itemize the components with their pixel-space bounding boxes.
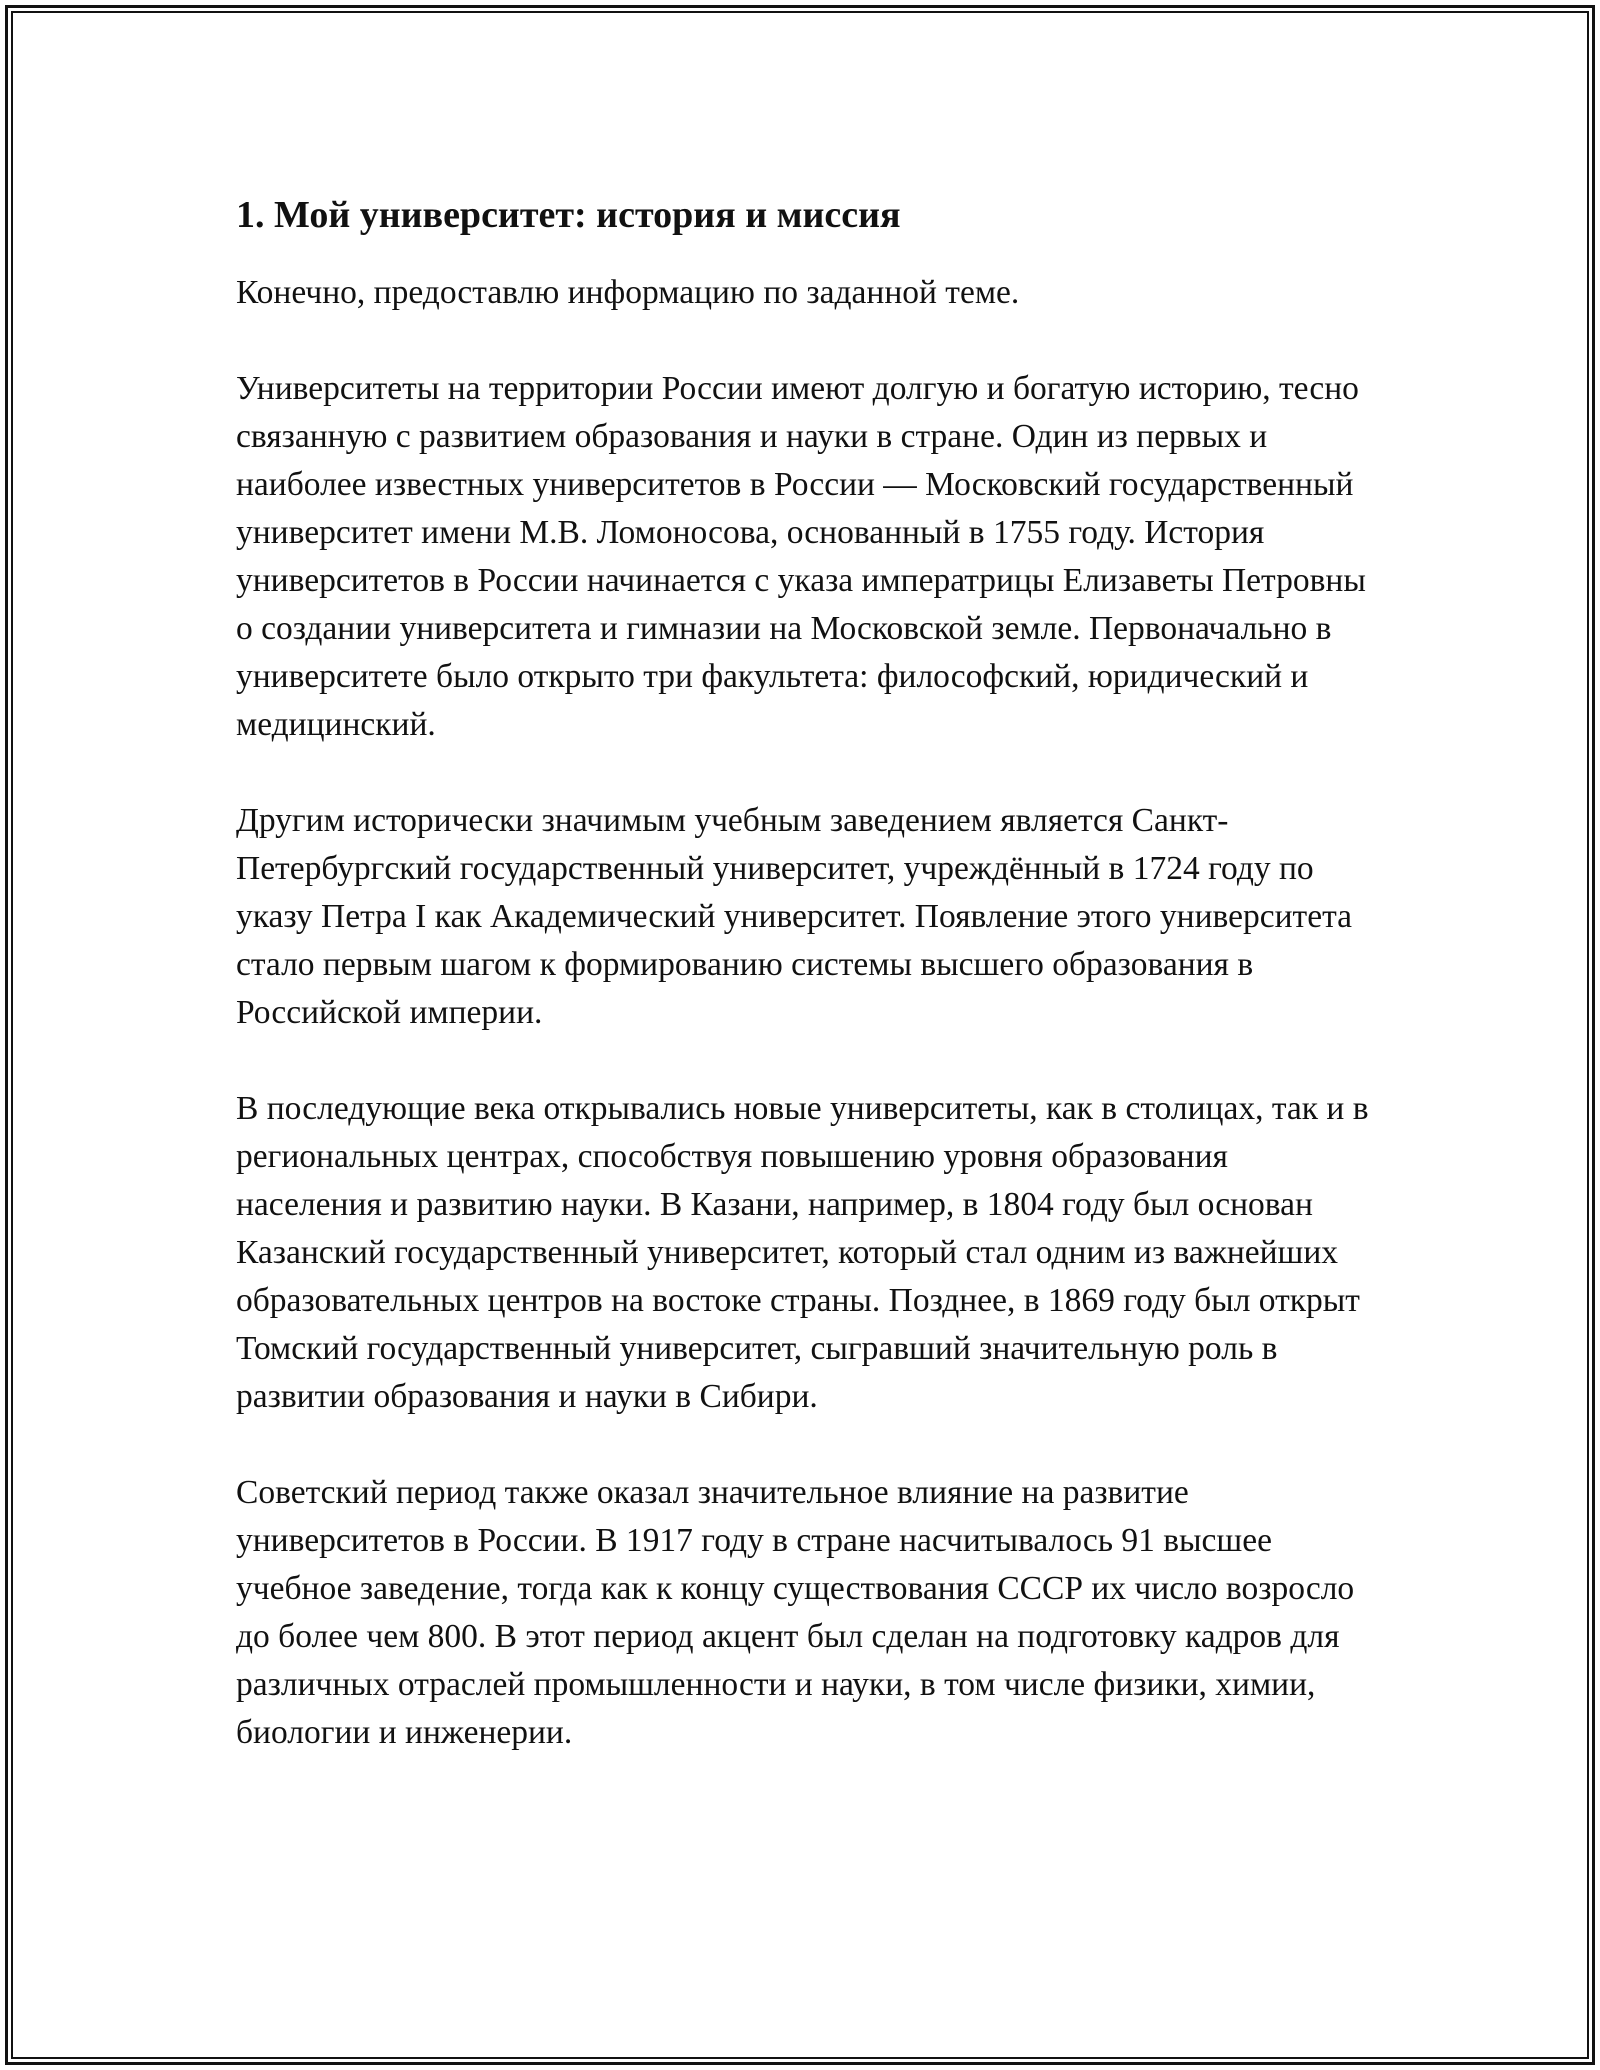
document-body: [236, 183, 1376, 1805]
paragraph-regional-universities: В последующие века открывались новые университеты, как в столицах, так и в региональных центрах, способствуя повышению уровня образования населения и развитию науки. В Казани, например, в 1804 году был основан Казанский государственный университет, который стал одним из важнейших образовательных центров на востоке страны. Позднее, в 1869 году был открыт Томский государственный университет, сыгравший значительную роль в развитии образования и науки в Сибири.: [236, 1090, 1369, 1415]
document-heading: 1. Мой университет: история и миссия: [236, 194, 901, 236]
paragraph-intro: Конечно, предоставлю информацию по заданной теме.: [236, 274, 1020, 311]
paragraph-soviet-period: Советский период также оказал значительное влияние на развитие университетов в России. В 1917 году в стране насчитывалось 91 высшее учебное заведение, тогда как к концу существования СССР их число возросло до более чем 800. В этот период акцент был сделан на подготовку кадров для различных отраслей промышленности и науки, в том числе физики, химии, биологии и инженерии.: [236, 1474, 1355, 1751]
paragraph-moscow-university: Университеты на территории России имеют долгую и богатую историю, тесно связанную с развитием образования и науки в стране. Один из первых и наиболее известных университетов в России — Московский государственный университет имени М.В. Ломоносова, основанный в 1755 году. История университетов в России начинается с указа императрицы Елизаветы Петровны о создании университета и гимназии на Московской земле. Первоначально в университете было открыто три факультета: философский, юридический и медицинский.: [236, 370, 1366, 743]
paragraph-spb-university: Другим исторически значимым учебным заведением является Санкт-Петербургский государственный университет, учреждённый в 1724 году по указу Петра I как Академический университет. Появление этого университета стало первым шагом к формированию системы высшего образования в Российской империи.: [236, 802, 1352, 1031]
